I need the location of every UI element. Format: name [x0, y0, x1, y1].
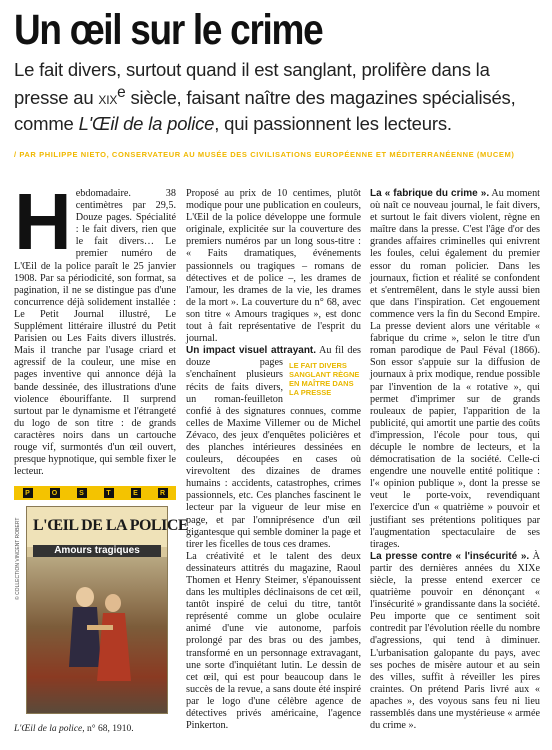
illustration-figures	[57, 577, 137, 687]
column-2-paragraph: Proposé au prix de 10 centimes, plutôt modique pour une publication en couleurs, L'Œil de la police développe une formule originale, explicitée sur la couverture des premiers numéros par un long sous-titre : « Faits dramatiques, événements passionnels ou tragiques – romans de détectives et de police –, les drames de l'amour, les drames de la vie, les drames de la mort ». La couverture du n° 68, avec son titre « Amours tragiques », est donc tout à fait représentative de l'esprit du journal.	[186, 188, 361, 345]
band-letter: R	[158, 488, 168, 498]
subheading: La « fabrique du crime ».	[370, 188, 490, 199]
band-letter: O	[50, 488, 60, 498]
column-1	[14, 177, 176, 478]
poster-subtitle: Amours tragiques	[33, 545, 161, 557]
lead-paragraph: Le fait divers, surtout quand il est sanglant, prolifère dans la presse au XIXe siècle, faisant naître des magazines spécialisés, comme L'Œil de la police, qui passionnent les lecteurs.	[14, 59, 516, 135]
subheading: Un impact visuel attrayant.	[186, 345, 317, 357]
band-letter: P	[23, 488, 33, 498]
column-3-paragraph: La « fabrique du crime ». Au moment où naît ce nouveau journal, le fait divers, et surtout le fait divers violent, règne en maître dans la presse. C'est l'âge d'or des grandes affaires criminelles qui enivrent les foules, celui également du premier essor du roman policier. Dans les journaux, fiction et réalité se confondent et s'entremêlent, dans le style aussi bien que dans l'inspiration. Cet engouement commence vers la fin du Second Empire. La presse devient alors une véritable « fabrique du crime », selon le titre d'un roman parodique de Paul Féval (1866). Son essor s'appuie sur la diffusion de journaux à prix modique, rendue possible par l'invention de la « rotative », qui permet d'imprimer sur de grands rouleaux de papier, l'apparition de la publicité, qui amortit une partie des coûts d'impression, l'école pour tous, qui décuple le nombre de lecteurs, et la démocratisation de la société. Celle-ci engendre une nouvelle entité politique : l'« opinion publique », dont la presse se veut le porte-voix, revendiquant l'exercice d'un « quatrième » pouvoir et justifiant ses prétentions politiques par l'augmentation spectaculaire de ses tirages.	[370, 188, 540, 550]
figure-caption: L'Œil de la police, n° 68, 1910.	[14, 724, 134, 734]
column-2	[186, 188, 361, 732]
column-2-paragraph: La créativité et le talent des deux dessinateurs attitrés du magazine, Raoul Thomen et Henry Steimer, s'épanouissent dans les multiples déclinaisons de cet œil, tantôt inspiré de celui du titre, tantôt représenté comme un globe oculaire animé d'une vie autonome, parfois prolongé par des bras ou des jambes, transformé en un personnage extravagant, une sorte d'inquiétant lutin. Le dessin de cet œil, qui est pour beaucoup dans le succès de la revue, a sans doute été inspiré par le logo d'une célèbre agence de détectives privés américaine, l'agence Pinkerton.	[186, 550, 361, 732]
band-letter: E	[131, 488, 141, 498]
poster-title: L'ŒIL DE LA POLICE	[33, 517, 189, 534]
dropcap: H	[14, 177, 72, 266]
column-1-paragraph: ebdomadaire. 38 centimètres par 29,5. Douze pages. Spécialité : le fait divers, rien que le fait divers… Le premier numéro de L'Œil de la police paraît le 25 janvier 1908. Par sa périodicité, son format, sa pagination, il ne se distingue pas d'une concurrence déjà solidement installée : Le Petit Journal illustré, Le Supplément littéraire illustré du Petit Parisien ou Les Faits divers illustrés. Mais il tranche par l'usage criard et agressif de la couleur, une mise en pages inventive qui annonce déjà la bande dessinée, des illustrations d'une violence ébouriffante. Il surprend surtout par le dynamisme et l'étrangeté du logo de son titre : de grands caractères noirs dans un cartouche rouge vif, surmontés d'un œil ouvert, presque hypnotique, qui semble fixer le lecteur.	[14, 188, 176, 478]
poster-band	[14, 486, 176, 500]
column-3	[370, 188, 540, 732]
magazine-cover-image	[26, 506, 189, 714]
column-2-paragraph: Un impact visuel attrayant. LE FAIT DIVERS SANGLANT RÈGNE EN MAÎTRE DANS LA PRESSE Au fil des douze pages s'enchaînent plusieurs récits de faits divers, un roman-feuilleton confié à des signatures connues, comme celles de Maxime Villemer ou de Michel Zévaco, des jeux d'enquêtes policières et des planches intérieures dessinées en couleurs, découpées en cases où virevoltent des dizaines de drames humains : accidents, catastrophes, crimes passionnels, etc. Ces planches fascinent le lecteur par la vigueur de leur mise en page, et par l'omniprésence d'un œil gigantesque qui semble dominer la page et tirer les ficelles de tous ces drames.	[186, 345, 361, 550]
pull-quote: LE FAIT DIVERS SANGLANT RÈGNE EN MAÎTRE DANS LA PRESSE	[289, 361, 360, 398]
subheading: La presse contre « l'insécurité ».	[370, 550, 530, 562]
band-letter: S	[77, 488, 87, 498]
article-title: Un œil sur le crime	[14, 6, 323, 54]
photo-credit: © COLLECTION VINCENT ROBERT	[15, 517, 21, 600]
byline: / PAR PHILIPPE NIETO, CONSERVATEUR AU MUSÉE DES CIVILISATIONS EUROPÉENNE ET MÉDITERRANÉENNE (MUCEM)	[14, 150, 515, 159]
column-3-paragraph: La presse contre « l'insécurité ». À partir des dernières années du XIXe siècle, la presse entend exercer ce quatrième pouvoir en dénonçant « l'insécurité » grandissante dans la société. Peu importe que ce sentiment soit contredit par l'évolution réelle du nombre d'agressions, qui tend à diminuer. L'urbanisation galopante du pays, avec ses poches de misère autour et au sein des villes, suffit à réveiller les pires craintes. On prétend Paris livré aux « apaches », des voyous sans feu ni lieu rassemblés dans une mystérieuse « armée du crime ».	[370, 550, 540, 732]
band-letter: T	[104, 488, 114, 498]
